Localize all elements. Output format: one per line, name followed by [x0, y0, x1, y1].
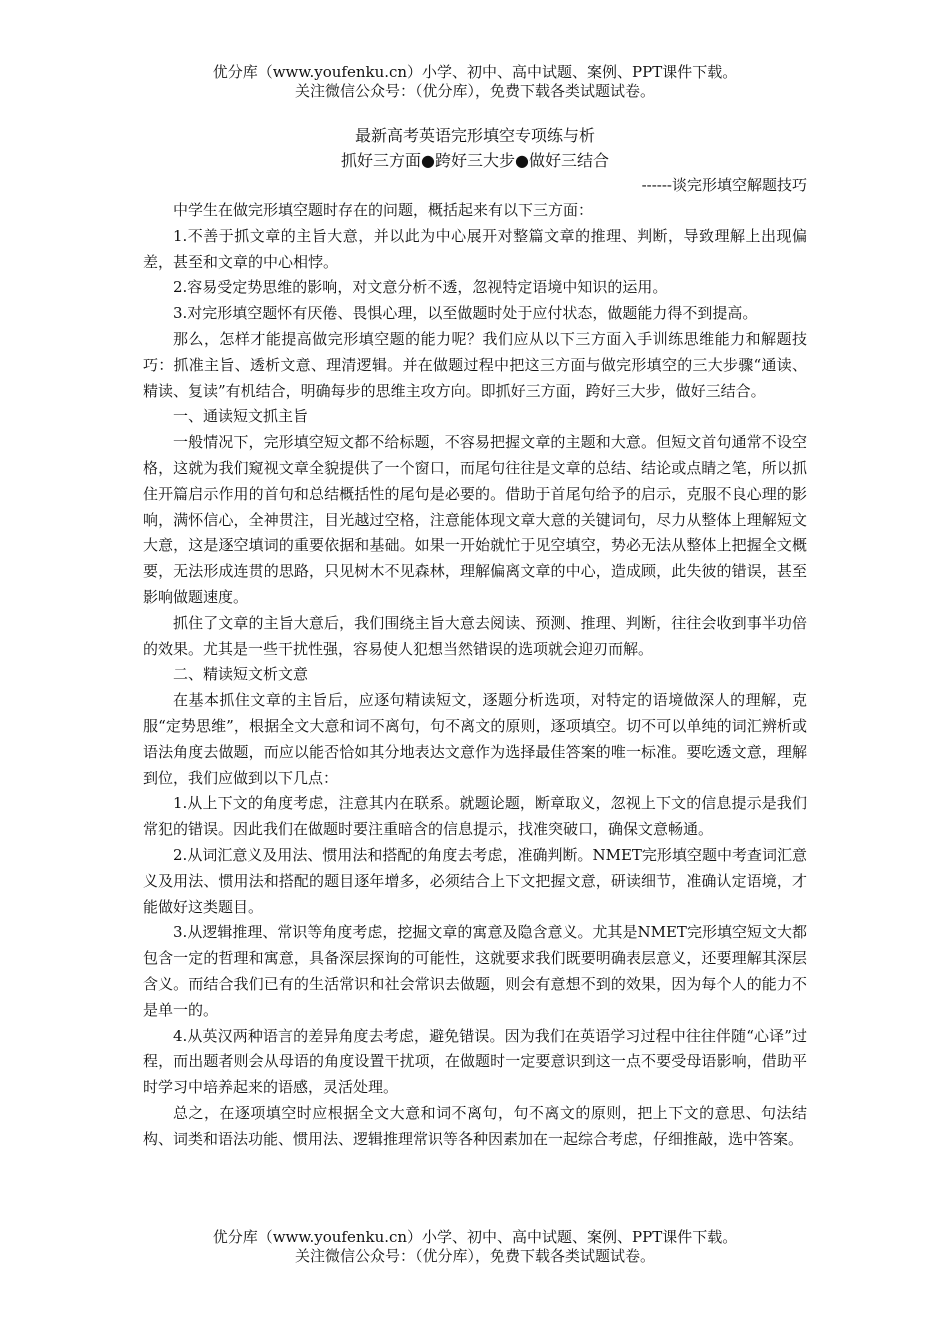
page-header: [0, 63, 950, 101]
section-heading: 一、通读短文抓主旨: [173, 407, 309, 426]
paragraph: 那么，怎样才能提高做完形填空题的能力呢？我们应从以下三方面入手训练思维能力和解题技巧：抓准主旨、透析文意、理清逻辑。并在做题过程中把这三方面与做完形填空的三大步骤“通读、精读、复读”有机结合，明确每步的思维主攻方向。即抓好三方面，跨好三大步，做好三结合。: [143, 329, 807, 400]
paragraph: 2.容易受定势思维的影响，对文意分析不透，忽视特定语境中知识的运用。: [173, 278, 668, 297]
section-heading: 二、精读短文析文意: [173, 665, 309, 684]
paragraph: 1.从上下文的角度考虑，注意其内在联系。就题论题，断章取义，忽视上下文的信息提示是我们常犯的错误。因此我们在做题时要注重暗含的信息提示，找准突破口，确保文意畅通。: [143, 794, 807, 839]
document-byline: ------谈完形填空解题技巧: [641, 176, 807, 194]
header-line-1: 优分库（www.youfenku.cn）小学、初中、高中试题、案例、PPT课件下载。: [212, 63, 738, 81]
page-footer: [0, 1228, 950, 1266]
paragraph: 4.从英汉两种语言的差异角度去考虑，避免错误。因为我们在英语学习过程中往往伴随“心译”过程，而出题者则会从母语的角度设置干扰项，在做题时一定要意识到这一点不要受母语影响，借助平时学习中培养起来的语感，灵活处理。: [143, 1026, 807, 1097]
paragraph: 3.从逻辑推理、常识等角度考虑，挖掘文章的寓意及隐含意义。尤其是NMET完形填空短文大都包含一定的哲理和寓意，具备深层探询的可能性，这就要求我们既要明确表层意义，还要理解其深层含义。而结合我们已有的生活常识和社会常识去做题，则会有意想不到的效果，因为每个人的能力不是单一的。: [143, 923, 807, 1019]
paragraph: 3.对完形填空题怀有厌倦、畏惧心理，以至做题时处于应付状态，做题能力得不到提高。: [173, 304, 758, 323]
paragraph: 中学生在做完形填空题时存在的问题，概括起来有以下三方面：: [173, 201, 594, 219]
paragraph: 1.不善于抓文章的主旨大意，并以此为中心展开对整篇文章的推理、判断，导致理解上出现偏差，甚至和文章的中心相悖。: [143, 226, 807, 271]
paragraph: 总之，在逐项填空时应根据全文大意和词不离句，句不离文的原则，把上下文的意思、句法结构、词类和语法功能、惯用法、逻辑推理常识等各种因素加在一起综合考虑，仔细推敲，选中答案。: [143, 1103, 807, 1148]
paragraph: 2.从词汇意义及用法、惯用法和搭配的角度去考虑，准确判断。NMET完形填空题中考查词汇意义及用法、惯用法和搭配的题目逐年增多，必须结合上下文把握文意，研读细节，准确认定语境，才能做好这类题目。: [143, 845, 807, 916]
header-line-2: 关注微信公众号：（优分库），免费下载各类试题试卷。: [294, 82, 655, 100]
document-subtitle: 抓好三方面●跨好三大步●做好三结合: [341, 151, 609, 170]
paragraph: 一般情况下，完形填空短文都不给标题，不容易把握文章的主题和大意。但短文首句通常不设空格，这就为我们窥视文章全貌提供了一个窗口，而尾句往往是文章的总结、结论或点睛之笔，所以抓住开篇启示作用的首句和总结概括性的尾句是必要的。借助于首尾句给予的启示，克服不良心理的影响，满怀信心，全神贯注，目光越过空格，注意能体现文章大意的关键词句，尽力从整体上理解短文大意，这是逐空填词的重要依据和基础。如果一开始就忙于见空填空，势必无法从整体上把握全文概要，无法形成连贯的思路，只见树木不见森林，理解偏离文章的中心，造成顾，此失彼的错误，甚至影响做题速度。: [143, 433, 807, 606]
paragraph: 抓住了文章的主旨大意后，我们围绕主旨大意去阅读、预测、推理、判断，往往会收到事半功倍的效果。尤其是一些干扰性强，容易使人犯想当然错误的选项就会迎刃而解。: [143, 613, 807, 658]
paragraph: 在基本抓住文章的主旨后，应逐句精读短文，逐题分析选项，对特定的语境做深人的理解，克服“定势思维”，根据全文大意和词不离句，句不离文的原则，逐项填空。切不可以单纯的词汇辨析或语法角度去做题，而应以能否恰如其分地表达文意作为选择最佳答案的唯一标准。要吃透文意，理解到位，我们应做到以下几点：: [143, 691, 807, 787]
footer-line-1: 优分库（www.youfenku.cn）小学、初中、高中试题、案例、PPT课件下载。: [212, 1228, 738, 1246]
document-title: 最新高考英语完形填空专项练与析: [354, 126, 595, 145]
footer-line-2: 关注微信公众号：（优分库），免费下载各类试题试卷。: [294, 1247, 655, 1265]
document-body: [143, 198, 807, 1152]
